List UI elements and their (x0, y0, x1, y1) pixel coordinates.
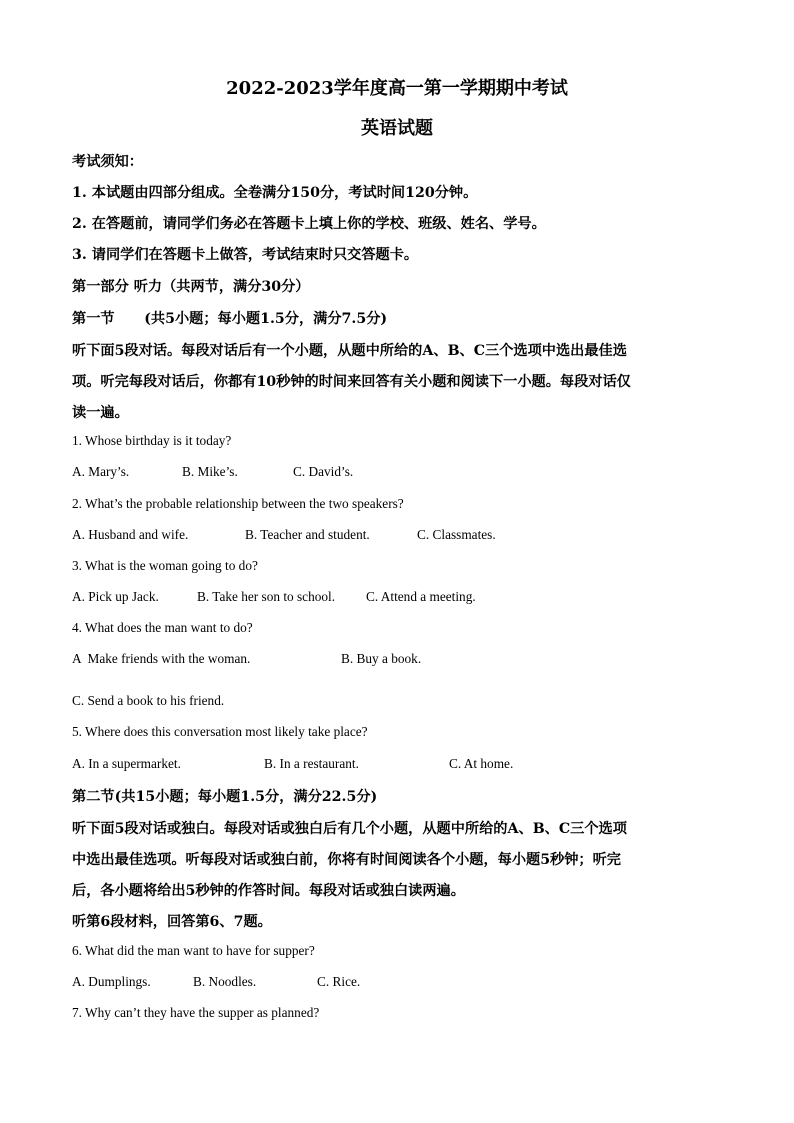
question-2-option-c: C. Classmates. (417, 527, 496, 542)
question-6-option-c: C. Rice. (317, 974, 361, 989)
question-2-stem: 2. What’s the probable relationship between the two speakers? (72, 496, 404, 511)
question-6-option-b: B. Noodles. (193, 974, 257, 989)
question-4-option-c: C. Send a book to his friend. (72, 693, 225, 708)
part1-heading: 第一部分 听力（共两节，满分30分） (72, 279, 310, 295)
section1-instructions-line-1: 听下面5段对话。每段对话后有一个小题，从题中所给的A、B、C三个选项中选出最佳选 (72, 343, 627, 359)
question-5-stem: 5. Where does this conversation most likely take place? (72, 724, 368, 739)
notice-item-3: 3. 请同学们在答题卡上做答，考试结束时只交答题卡。 (72, 247, 419, 263)
question-4-option-b: B. Buy a book. (341, 651, 422, 666)
question-1-option-a: A. Mary’s. (72, 464, 130, 479)
page-subtitle: 英语试题 (361, 118, 433, 139)
section2-instructions-line-3: 后，各小题将给出5秒钟的作答时间。每段对话或独白读两遍。 (72, 883, 465, 899)
question-3-option-c: C. Attend a meeting. (366, 589, 476, 604)
question-1-stem: 1. Whose birthday is it today? (72, 433, 232, 448)
section2-instructions-line-1: 听下面5段对话或独白。每段对话或独白后有几个小题，从题中所给的A、B、C三个选项 (72, 821, 627, 837)
question-1-option-b: B. Mike’s. (182, 464, 238, 479)
question-4-option-a: A Make friends with the woman. (72, 651, 251, 666)
page-title: 2022-2023学年度高一第一学期期中考试 (226, 78, 568, 99)
question-7-stem: 7. Why can’t they have the supper as planned? (72, 1005, 320, 1020)
section1-instructions-line-2: 项。听完每段对话后，你都有10秒钟的时间来回答有关小题和阅读下一小题。每段对话仅 (72, 374, 631, 390)
section1-instructions-line-3: 读一遍。 (72, 405, 129, 421)
section1-heading: 第一节 (共5小题；每小题1.5分，满分7.5分) (72, 311, 388, 327)
notice-item-1: 1. 本试题由四部分组成。全卷满分150分，考试时间120分钟。 (72, 185, 478, 201)
question-5-option-b: B. In a restaurant. (264, 756, 359, 771)
section2-heading: 第二节(共15小题；每小题1.5分，满分22.5分) (72, 789, 378, 805)
section2-instructions-line-2: 中选出最佳选项。听每段对话或独白前，你将有时间阅读各个小题，每小题5秒钟；听完 (72, 852, 621, 868)
notice-item-2: 2. 在答题前，请同学们务必在答题卡上填上你的学校、班级、姓名、学号。 (72, 216, 546, 232)
question-1-option-c: C. David’s. (293, 464, 354, 479)
question-5-option-a: A. In a supermarket. (72, 756, 181, 771)
question-2-option-a: A. Husband and wife. (72, 527, 189, 542)
question-4-stem: 4. What does the man want to do? (72, 620, 253, 635)
question-3-option-b: B. Take her son to school. (197, 589, 336, 604)
question-5-option-c: C. At home. (449, 756, 514, 771)
question-3-option-a: A. Pick up Jack. (72, 589, 159, 604)
question-6-option-a: A. Dumplings. (72, 974, 151, 989)
notice-heading: 考试须知： (72, 154, 143, 170)
question-6-stem: 6. What did the man want to have for supper? (72, 943, 315, 958)
section2-material-6: 听第6段材料，回答第6、7题。 (72, 914, 272, 930)
question-2-option-b: B. Teacher and student. (245, 527, 370, 542)
question-3-stem: 3. What is the woman going to do? (72, 558, 258, 573)
